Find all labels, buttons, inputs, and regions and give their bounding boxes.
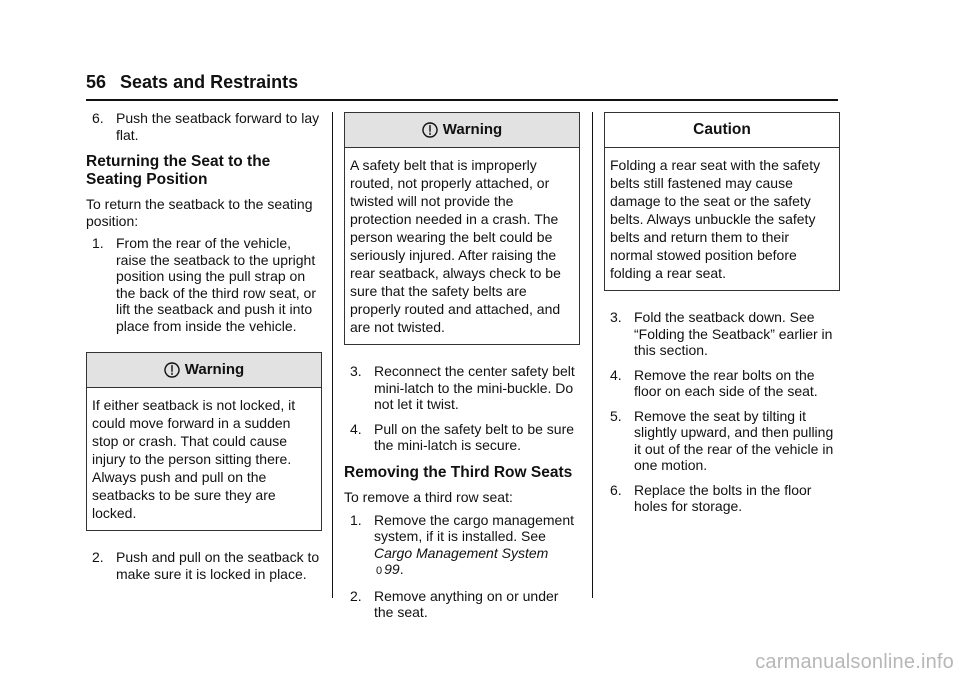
- section-heading-return-seat: Returning the Seat to the Seating Position: [86, 153, 271, 188]
- step-text: Reconnect the center safety belt mini-latch to the mini-buckle. Do not let it twist.: [374, 363, 575, 412]
- step-text: Remove the cargo management system, if it is installed. See: [374, 511, 574, 544]
- step-text: Pull on the safety belt to be sure the mini-latch is secure.: [374, 420, 575, 453]
- caution-header: Caution: [605, 113, 839, 148]
- step-number: 4.: [610, 366, 622, 383]
- warning-text: If either seatback is not locked, it could move forward in a sudden stop or crash. That could cause injury to the person sitting there. Always push and pull on the seatbacks to be sure they are locked.: [92, 397, 296, 521]
- step-number: 1.: [350, 511, 362, 528]
- step-3-reconnect-latch: [344, 363, 580, 413]
- step-6-lay-flat: [86, 110, 322, 143]
- step-2-check-lock: [86, 549, 322, 582]
- warning-text: A safety belt that is improperly routed, not properly attached, or twisted will not provide the protection needed in a crash. The person wearing the belt could be seriously injured. After raising the rear seatback, always check to be sure that the safety belts are properly routed and attached, and are not twisted.: [350, 157, 561, 335]
- warning-title: Warning: [442, 120, 503, 138]
- warning-box-seatback: [86, 352, 322, 531]
- warning-header: [87, 353, 321, 388]
- column-3: [604, 110, 840, 523]
- caution-box: [604, 112, 840, 291]
- page-ref-number[interactable]: 99: [384, 561, 400, 577]
- section-title: Seats and Restraints: [120, 72, 299, 92]
- warning-title: Warning: [184, 360, 245, 378]
- cargo-management-link[interactable]: Cargo Management System: [374, 544, 549, 561]
- step-text: Push the seatback forward to lay flat.: [116, 110, 320, 143]
- step-4-remove-bolts: [604, 367, 840, 400]
- step-number: 6.: [610, 481, 622, 498]
- step-number: 1.: [92, 235, 104, 251]
- step-1-raise-seatback: [86, 235, 322, 334]
- step-text: Remove the seat by tilting it slightly upward, and then pulling it out of the rear of the vehicle in one motion.: [634, 407, 834, 473]
- step-1-remove-cargo: [344, 512, 580, 580]
- column-2: [344, 110, 580, 629]
- page-header: [86, 72, 298, 93]
- caution-text: Folding a rear seat with the safety belts still fastened may cause damage to the seat or the safety belts. Always unbuckle the safety belts and return them to their normal stowed position before folding a rear seat.: [610, 157, 821, 281]
- step-4-check-latch: [344, 421, 580, 454]
- warning-icon: [422, 122, 438, 138]
- step-text: Replace the bolts in the floor holes for storage.: [634, 481, 812, 514]
- step-text: Fold the seatback down. See “Folding the Seatback” earlier in this section.: [634, 309, 833, 358]
- step-6-replace-bolts: [604, 482, 840, 515]
- step-number: 5.: [610, 407, 622, 424]
- intro-text: To return the seatback to the seating position:: [86, 196, 313, 229]
- warning-header: [345, 113, 579, 148]
- site-watermark: carmanualsonline.info: [755, 651, 954, 673]
- sentence-end: .: [399, 561, 404, 577]
- step-text: Remove the rear bolts on the floor on each side of the seat.: [634, 366, 818, 399]
- step-number: 2.: [92, 549, 104, 565]
- column-1: [86, 110, 322, 590]
- step-number: 6.: [92, 110, 104, 126]
- step-3-fold-seatback: [604, 309, 840, 359]
- header-rule: [86, 99, 838, 101]
- step-number: 4.: [350, 420, 362, 437]
- page-ref-icon: 0: [376, 565, 383, 577]
- intro-text: To remove a third row seat:: [344, 489, 513, 505]
- warning-icon: [164, 362, 180, 378]
- column-divider-1: [332, 112, 333, 598]
- column-divider-2: [592, 112, 593, 598]
- step-2-remove-items: [344, 588, 580, 621]
- step-number: 2.: [350, 587, 362, 604]
- step-text: Push and pull on the seatback to make sure it is locked in place.: [116, 549, 320, 582]
- step-number: 3.: [350, 363, 362, 379]
- step-5-remove-seat: [604, 408, 840, 474]
- page-number: 56: [86, 72, 107, 92]
- step-text: Remove anything on or under the seat.: [374, 587, 559, 620]
- step-number: 3.: [610, 309, 622, 325]
- step-text: From the rear of the vehicle, raise the seatback to the upright position using the pull strap on the back of the third row seat, or lift the seatback and push it into place from inside the vehicle.: [116, 235, 316, 334]
- section-heading-remove-seats: Removing the Third Row Seats: [344, 463, 573, 481]
- warning-box-safety-belt: [344, 112, 580, 345]
